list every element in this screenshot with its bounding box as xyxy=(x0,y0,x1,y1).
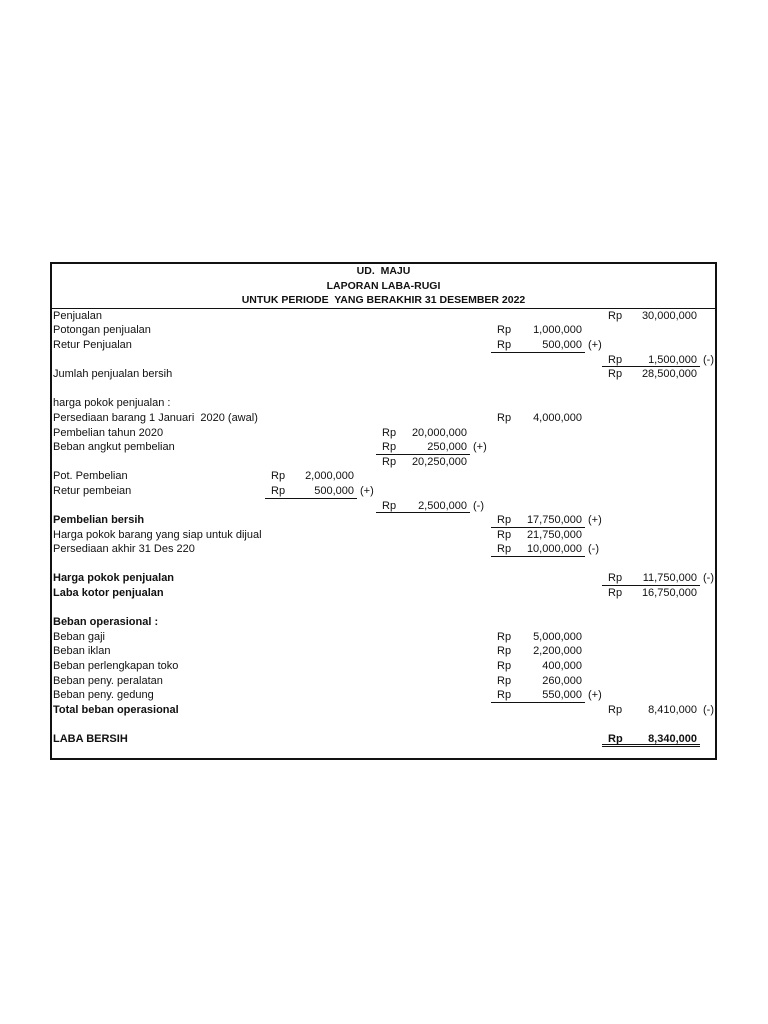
amount-cell xyxy=(602,353,714,368)
amount-value: 10,000,000 xyxy=(526,543,582,556)
amount-cell xyxy=(602,732,700,747)
income-statement-sheet xyxy=(50,262,717,760)
amount-cell xyxy=(602,586,700,601)
amount-value: 28,500,000 xyxy=(641,368,697,381)
amount-value: 250,000 xyxy=(427,441,467,454)
amount-cell xyxy=(491,411,585,426)
amount-value: 1,000,000 xyxy=(533,324,582,337)
amount-value: 500,000 xyxy=(314,484,354,497)
row-label: Total beban operasional xyxy=(53,703,179,716)
currency-label: Rp xyxy=(497,660,512,673)
statement-row xyxy=(52,571,715,586)
amount-cell xyxy=(265,484,374,499)
currency-label: Rp xyxy=(608,587,623,600)
statement-row xyxy=(52,644,715,659)
statement-row xyxy=(52,703,715,718)
sign-marker: (-) xyxy=(588,543,599,556)
statement-row xyxy=(52,396,715,411)
amount-value: 2,000,000 xyxy=(305,470,354,483)
amount-cell xyxy=(376,455,470,470)
statement-row xyxy=(52,674,715,689)
sign-marker: (+) xyxy=(360,484,374,497)
currency-label: Rp xyxy=(608,733,623,745)
statement-row xyxy=(52,601,715,616)
amount-value: 20,000,000 xyxy=(411,426,467,439)
row-label: Persediaan barang 1 Januari 2020 (awal) xyxy=(53,411,258,424)
currency-label: Rp xyxy=(382,441,397,454)
amount-cell xyxy=(491,323,585,338)
currency-label: Rp xyxy=(608,309,623,322)
statement-row xyxy=(52,455,715,470)
amount-value: 2,200,000 xyxy=(533,645,582,658)
row-label: Laba kotor penjualan xyxy=(53,587,164,600)
currency-label: Rp xyxy=(497,324,512,337)
currency-label: Rp xyxy=(271,470,286,483)
row-label: Beban peny. gedung xyxy=(53,689,154,702)
amount-value: 1,500,000 xyxy=(648,353,697,366)
statement-row xyxy=(52,411,715,426)
statement-row xyxy=(52,499,715,514)
statement-row xyxy=(52,615,715,630)
statement-row xyxy=(52,309,715,324)
sign-marker: (+) xyxy=(588,514,602,527)
amount-value: 400,000 xyxy=(542,660,582,673)
statement-row xyxy=(52,586,715,601)
amount-value: 21,750,000 xyxy=(526,528,582,541)
currency-label: Rp xyxy=(497,630,512,643)
row-label: Beban angkut pembelian xyxy=(53,441,175,454)
statement-row xyxy=(52,469,715,484)
sign-marker: (+) xyxy=(473,441,487,454)
currency-label: Rp xyxy=(497,645,512,658)
statement-row xyxy=(52,513,715,528)
currency-label: Rp xyxy=(497,411,512,424)
amount-cell xyxy=(491,630,585,645)
amount-cell xyxy=(491,338,602,353)
statement-row xyxy=(52,688,715,703)
currency-label: Rp xyxy=(382,499,397,512)
currency-label: Rp xyxy=(608,353,623,366)
sign-marker: (-) xyxy=(473,499,484,512)
row-label: Beban perlengkapan toko xyxy=(53,660,179,673)
amount-value: 30,000,000 xyxy=(641,309,697,322)
amount-cell xyxy=(602,571,714,586)
statement-period: UNTUK PERIODE YANG BERAKHIR 31 DESEMBER 2022 xyxy=(241,294,526,307)
row-label: LABA BERSIH xyxy=(53,733,128,745)
statement-row xyxy=(52,338,715,353)
amount-cell xyxy=(491,513,602,528)
sign-marker: (+) xyxy=(588,338,602,351)
statement-row xyxy=(52,557,715,572)
currency-label: Rp xyxy=(608,572,623,585)
row-label: Beban operasional : xyxy=(53,616,159,629)
sign-marker: (+) xyxy=(588,689,602,702)
row-label: Pot. Pembelian xyxy=(53,470,128,483)
statement-row xyxy=(52,323,715,338)
currency-label: Rp xyxy=(497,674,512,687)
sign-marker: (-) xyxy=(703,353,714,366)
row-label: Pembelian tahun 2020 xyxy=(53,426,164,439)
row-label: Pembelian bersih xyxy=(53,514,145,527)
row-label: harga pokok penjualan : xyxy=(53,397,171,410)
amount-cell xyxy=(491,688,602,703)
row-label: Potongan penjualan xyxy=(53,324,151,337)
currency-label: Rp xyxy=(497,543,512,556)
amount-value: 16,750,000 xyxy=(641,587,697,600)
sign-marker: (-) xyxy=(703,703,714,716)
amount-value: 17,750,000 xyxy=(526,514,582,527)
statement-header xyxy=(52,264,715,309)
amount-cell xyxy=(376,426,470,441)
statement-row xyxy=(52,732,715,747)
currency-label: Rp xyxy=(497,514,512,527)
amount-value: 8,410,000 xyxy=(648,703,697,716)
row-label: Beban gaji xyxy=(53,630,105,643)
statement-row xyxy=(52,382,715,397)
statement-row xyxy=(52,426,715,441)
statement-row xyxy=(52,630,715,645)
currency-label: Rp xyxy=(271,484,286,497)
row-label: Penjualan xyxy=(53,309,102,322)
amount-value: 550,000 xyxy=(542,689,582,702)
amount-cell xyxy=(491,674,585,689)
currency-label: Rp xyxy=(497,689,512,702)
statement-row xyxy=(52,484,715,499)
statement-row xyxy=(52,440,715,455)
row-label: Persediaan akhir 31 Des 220 xyxy=(53,543,195,556)
row-label: Harga pokok penjualan xyxy=(53,572,175,585)
statement-title: LAPORAN LABA-RUGI xyxy=(326,279,441,292)
row-label: Retur Penjualan xyxy=(53,338,132,351)
statement-row xyxy=(52,528,715,543)
amount-value: 8,340,000 xyxy=(648,733,697,745)
statement-row xyxy=(52,542,715,557)
amount-value: 20,250,000 xyxy=(411,455,467,468)
amount-value: 5,000,000 xyxy=(533,630,582,643)
row-label: Harga pokok barang yang siap untuk dijual xyxy=(53,528,262,541)
amount-cell xyxy=(376,499,484,514)
row-label: Beban iklan xyxy=(53,645,111,658)
amount-value: 260,000 xyxy=(542,674,582,687)
currency-label: Rp xyxy=(497,528,512,541)
row-label: Retur pembeian xyxy=(53,484,132,497)
sign-marker: (-) xyxy=(703,572,714,585)
statement-row xyxy=(52,353,715,368)
currency-label: Rp xyxy=(382,426,397,439)
amount-cell xyxy=(491,659,585,674)
statement-row xyxy=(52,717,715,732)
amount-cell xyxy=(491,644,585,659)
amount-cell xyxy=(376,440,487,455)
row-label: Beban peny. peralatan xyxy=(53,674,163,687)
amount-cell xyxy=(602,703,714,718)
currency-label: Rp xyxy=(608,368,623,381)
company-name: UD. MAJU xyxy=(356,265,411,277)
amount-value: 2,500,000 xyxy=(418,499,467,512)
currency-label: Rp xyxy=(497,338,512,351)
amount-value: 500,000 xyxy=(542,338,582,351)
amount-cell xyxy=(602,309,700,324)
amount-value: 4,000,000 xyxy=(533,411,582,424)
statement-row xyxy=(52,659,715,674)
row-label: Jumlah penjualan bersih xyxy=(53,368,173,381)
amount-value: 11,750,000 xyxy=(642,572,697,585)
statement-row xyxy=(52,367,715,382)
amount-cell xyxy=(265,469,357,484)
currency-label: Rp xyxy=(382,455,397,468)
amount-cell xyxy=(491,528,585,543)
statement-body xyxy=(52,309,715,747)
currency-label: Rp xyxy=(608,703,623,716)
amount-cell xyxy=(491,542,599,557)
amount-cell xyxy=(602,367,700,382)
